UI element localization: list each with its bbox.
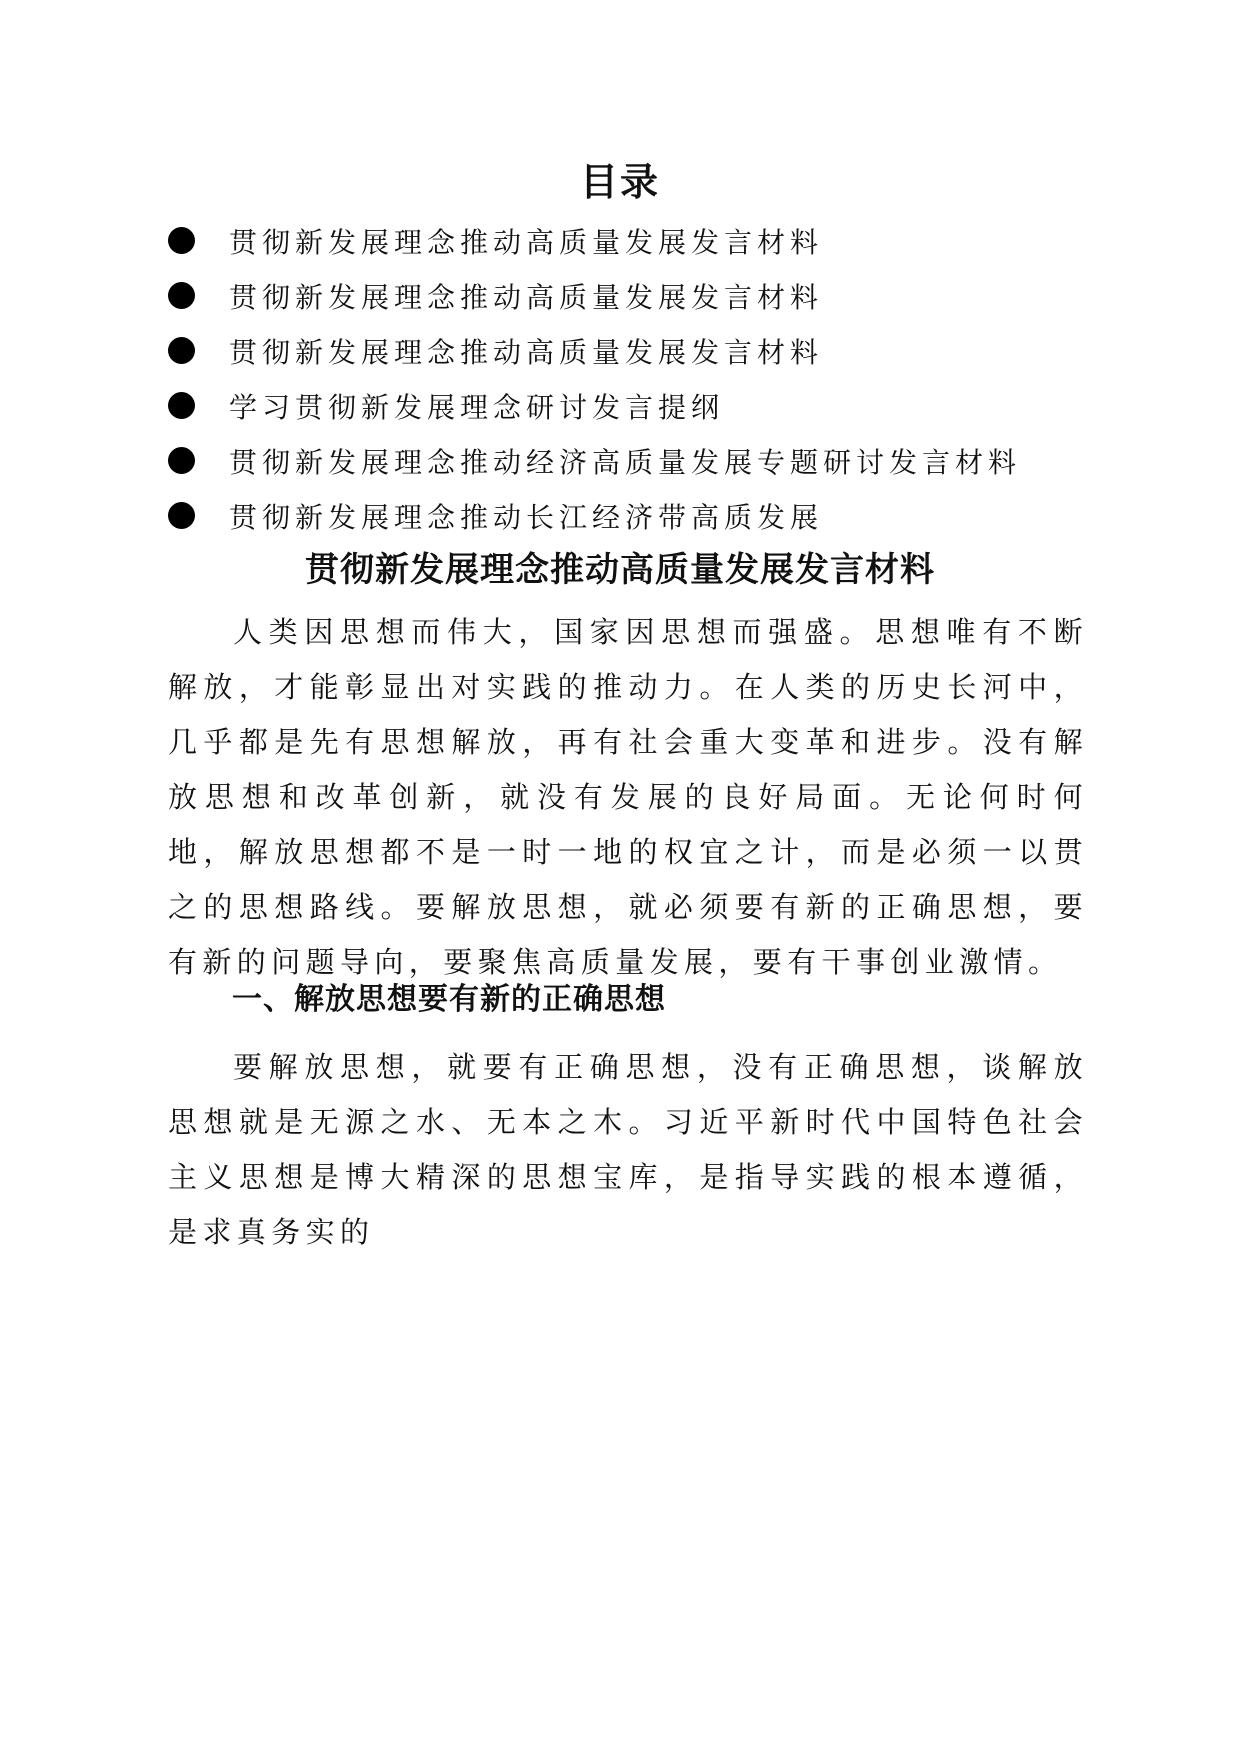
toc-item-label: 贯彻新发展理念推动经济高质量发展专题研讨发言材料 [229, 445, 1022, 479]
toc-title: 目录 [579, 160, 660, 204]
bullet-icon [168, 227, 195, 254]
toc-item[interactable] [168, 378, 1088, 433]
bullet-icon [168, 282, 195, 309]
bullet-icon [168, 392, 195, 419]
toc-item[interactable] [168, 488, 1088, 543]
toc-item[interactable] [168, 433, 1088, 488]
article-title: 贯彻新发展理念推动高质量发展发言材料 [305, 550, 935, 590]
toc-item-label: 贯彻新发展理念推动高质量发展发言材料 [229, 335, 824, 369]
toc-item[interactable] [168, 268, 1088, 323]
toc-item-label: 贯彻新发展理念推动高质量发展发言材料 [229, 280, 824, 314]
toc-item-label: 贯彻新发展理念推动高质量发展发言材料 [229, 225, 824, 259]
toc-item[interactable] [168, 213, 1088, 268]
section-heading: 一、解放思想要有新的正确思想 [232, 982, 666, 1017]
bullet-icon [168, 447, 195, 474]
toc-item-label: 贯彻新发展理念推动长江经济带高质发展 [229, 500, 824, 534]
table-of-contents [168, 213, 1088, 543]
body-paragraph: 要解放思想，就要有正确思想，没有正确思想，谈解放思想就是无源之水、无本之木。习近平新时代中国特色社会主义思想是博大精深的思想宝库，是指导实践的根本遵循，是求真务实的 [168, 1050, 1088, 1249]
body-paragraph: 人类因思想而伟大，国家因思想而强盛。思想唯有不断解放，才能彰显出对实践的推动力。在人类的历史长河中，几乎都是先有思想解放，再有社会重大变革和进步。没有解放思想和改革创新，就没有发展的良好局面。无论何时何地，解放思想都不是一时一地的权宜之计，而是必须一以贯之的思想路线。要解放思想，就必须要有新的正确思想，要有新的问题导向，要聚焦高质量发展，要有干事创业激情。 [168, 615, 1088, 979]
bullet-icon [168, 502, 195, 529]
toc-item-label: 学习贯彻新发展理念研讨发言提纲 [229, 390, 725, 424]
toc-item[interactable] [168, 323, 1088, 378]
bullet-icon [168, 337, 195, 364]
